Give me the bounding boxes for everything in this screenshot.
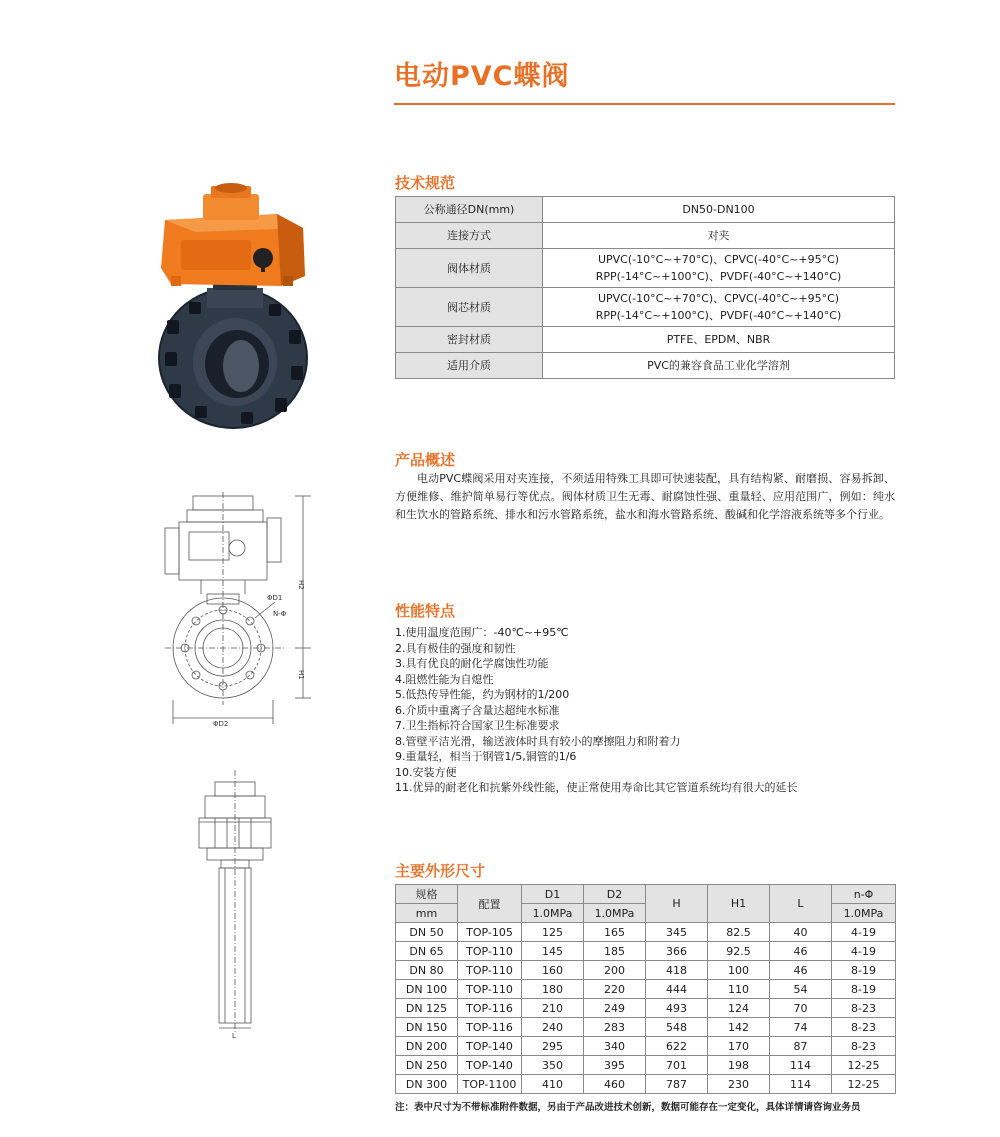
table-cell: 210: [522, 999, 584, 1018]
spec-value-line: RPP(-14°C~+100°C)、PVDF(-40°C~+140°C): [595, 270, 842, 283]
spec-value-line: RPP(-14°C~+100°C)、PVDF(-40°C~+140°C): [595, 309, 842, 322]
spec-label: 密封材质: [396, 327, 543, 353]
table-cell: 8-23: [832, 999, 896, 1018]
header-h1: H1: [708, 885, 770, 923]
table-cell: 54: [770, 980, 832, 999]
table-cell: 145: [522, 942, 584, 961]
table-cell: 110: [708, 980, 770, 999]
spec-row: [396, 288, 895, 327]
table-cell: 70: [770, 999, 832, 1018]
table-cell: 142: [708, 1018, 770, 1037]
table-cell: TOP-105: [458, 923, 522, 942]
spec-value: 对夹: [543, 223, 895, 249]
table-cell: DN 65: [396, 942, 458, 961]
spec-table: [395, 196, 895, 379]
table-cell: 395: [584, 1056, 646, 1075]
spec-label: 适用介质: [396, 353, 543, 379]
table-cell: 82.5: [708, 923, 770, 942]
spec-value: PVC的兼容食品工业化学溶剂: [543, 353, 895, 379]
table-cell: 350: [522, 1056, 584, 1075]
table-cell: 283: [584, 1018, 646, 1037]
table-cell: 180: [522, 980, 584, 999]
drawing-label-d2: ΦD2: [213, 720, 229, 728]
drawing-label-h: H2: [297, 580, 305, 590]
table-cell: 198: [708, 1056, 770, 1075]
feature-item: 5.低热传导性能，约为钢材的1/200: [395, 688, 570, 701]
spec-value: PTFE、EPDM、NBR: [543, 327, 895, 353]
spec-label: 公称通径DN(mm): [396, 197, 543, 223]
table-cell: 12-25: [832, 1075, 896, 1094]
table-cell: 548: [646, 1018, 708, 1037]
table-cell: 185: [584, 942, 646, 961]
spec-value: DN50-DN100: [543, 197, 895, 223]
spec-label: 阀芯材质: [396, 288, 543, 327]
spec-heading: 技术规范: [395, 174, 456, 192]
spec-row: [396, 223, 895, 249]
header-d2: D2: [584, 885, 646, 904]
table-cell: 295: [522, 1037, 584, 1056]
feature-item: 4.阻燃性能为自熄性: [395, 672, 494, 686]
table-cell: 200: [584, 961, 646, 980]
header-n: n-Φ: [832, 885, 896, 904]
header-d1-pressure: 1.0MPa: [522, 904, 584, 923]
table-cell: DN 50: [396, 923, 458, 942]
table-cell: 4-19: [832, 923, 896, 942]
table-row: [396, 942, 896, 961]
feature-item: 2.具有极佳的强度和韧性: [395, 641, 516, 655]
table-row: [396, 1056, 896, 1075]
table-row: [396, 980, 896, 999]
valve-photo: [155, 180, 325, 435]
table-cell: 124: [708, 999, 770, 1018]
table-cell: 8-23: [832, 1018, 896, 1037]
spec-row: [396, 327, 895, 353]
table-row: [396, 961, 896, 980]
table-cell: TOP-110: [458, 980, 522, 999]
header-spec: 规格: [396, 885, 458, 904]
feature-item: 3.具有优良的耐化学腐蚀性功能: [395, 657, 549, 670]
features-heading: 性能特点: [395, 602, 456, 620]
table-row: [396, 1018, 896, 1037]
header-l: L: [770, 885, 832, 923]
header-n-pressure: 1.0MPa: [832, 904, 896, 923]
feature-item: 6.介质中重离子含量达超纯水标准: [395, 703, 560, 717]
table-cell: 460: [584, 1075, 646, 1094]
spec-row: [396, 353, 895, 379]
table-cell: 8-19: [832, 980, 896, 999]
table-cell: 87: [770, 1037, 832, 1056]
table-cell: 40: [770, 923, 832, 942]
table-cell: 165: [584, 923, 646, 942]
table-cell: 12-25: [832, 1056, 896, 1075]
table-cell: TOP-140: [458, 1037, 522, 1056]
table-row: [396, 923, 896, 942]
table-cell: DN 100: [396, 980, 458, 999]
table-cell: 493: [646, 999, 708, 1018]
table-cell: 444: [646, 980, 708, 999]
feature-item: 11.优异的耐老化和抗紫外线性能，使正常使用寿命比其它管道系统均有很大的延长: [395, 781, 798, 794]
table-cell: 114: [770, 1056, 832, 1075]
table-cell: 249: [584, 999, 646, 1018]
spec-label: 连接方式: [396, 223, 543, 249]
header-mm: mm: [396, 904, 458, 923]
table-row: [396, 1075, 896, 1094]
dims-header-row: [396, 885, 896, 904]
side-view-drawing: [185, 770, 285, 1040]
table-cell: 100: [708, 961, 770, 980]
overview-text: 电动PVC蝶阀采用对夹连接，不须适用特殊工具即可快速装配，具有结构紧、耐磨损、容易拆卸、方便维修、维护简单易行等优点。阀体材质卫生无毒、耐腐蚀性强、重量轻、应用范围广，例如：纯水和生饮水的管路系统、排水和污水管路系统，盐水和海水管路系统、酸碱和化学溶液系统等多个行业。: [395, 472, 895, 521]
drawing-label-d1: ΦD1: [267, 594, 283, 602]
table-cell: TOP-116: [458, 999, 522, 1018]
table-cell: 46: [770, 942, 832, 961]
table-cell: TOP-140: [458, 1056, 522, 1075]
spec-value-line: UPVC(-10°C~+70°C)、CPVC(-40°C~+95°C): [597, 253, 840, 266]
title-rule: [394, 103, 895, 105]
header-h: H: [646, 885, 708, 923]
table-cell: 340: [584, 1037, 646, 1056]
spec-value-line: UPVC(-10°C~+70°C)、CPVC(-40°C~+95°C): [597, 292, 840, 305]
table-cell: 8-19: [832, 961, 896, 980]
table-cell: 114: [770, 1075, 832, 1094]
table-cell: 366: [646, 942, 708, 961]
feature-item: 9.重量轻，相当于钢管1/5,铜管的1/6: [395, 750, 577, 763]
table-cell: TOP-110: [458, 942, 522, 961]
front-view-drawing: [155, 490, 325, 735]
table-cell: 230: [708, 1075, 770, 1094]
feature-item: 8.管壁平洁光滑，输送液体时具有较小的摩擦阻力和附着力: [395, 734, 681, 748]
dims-table: [395, 884, 896, 1094]
table-cell: 410: [522, 1075, 584, 1094]
table-cell: 220: [584, 980, 646, 999]
table-cell: 240: [522, 1018, 584, 1037]
spec-value: [543, 288, 895, 327]
table-cell: 787: [646, 1075, 708, 1094]
feature-item: 1.使用温度范围广：-40℃~+95℃: [395, 626, 569, 639]
drawing-label-n: N-Φ: [273, 610, 287, 618]
table-cell: DN 80: [396, 961, 458, 980]
table-cell: 622: [646, 1037, 708, 1056]
table-cell: TOP-110: [458, 961, 522, 980]
table-cell: 46: [770, 961, 832, 980]
spec-row: [396, 197, 895, 223]
footnote: 注：表中尺寸为不带标准附件数据，另由于产品改进技术创新，数据可能存在一定变化，具体详情请咨询业务员: [395, 1102, 861, 1113]
table-cell: 4-19: [832, 942, 896, 961]
dims-heading: 主要外形尺寸: [395, 862, 486, 880]
header-d2-pressure: 1.0MPa: [584, 904, 646, 923]
table-cell: DN 250: [396, 1056, 458, 1075]
table-cell: 345: [646, 923, 708, 942]
spec-value: [543, 249, 895, 288]
table-cell: TOP-1100: [458, 1075, 522, 1094]
feature-item: 10.安装方便: [395, 765, 457, 779]
table-cell: 8-23: [832, 1037, 896, 1056]
table-cell: 418: [646, 961, 708, 980]
table-cell: 125: [522, 923, 584, 942]
table-row: [396, 1037, 896, 1056]
table-cell: 170: [708, 1037, 770, 1056]
overview-heading: 产品概述: [395, 451, 456, 469]
table-cell: 701: [646, 1056, 708, 1075]
header-d1: D1: [522, 885, 584, 904]
header-config: 配置: [458, 885, 522, 923]
spec-label: 阀体材质: [396, 249, 543, 288]
table-cell: DN 300: [396, 1075, 458, 1094]
table-cell: 92.5: [708, 942, 770, 961]
table-cell: 160: [522, 961, 584, 980]
drawing-label-h1: H1: [297, 670, 305, 680]
table-cell: DN 125: [396, 999, 458, 1018]
table-row: [396, 999, 896, 1018]
feature-item: 7.卫生指标符合国家卫生标准要求: [395, 719, 560, 732]
table-cell: 74: [770, 1018, 832, 1037]
drawing-label-l: L: [232, 1032, 236, 1040]
spec-row: [396, 249, 895, 288]
page-title: 电动PVC蝶阀: [394, 61, 570, 92]
table-cell: DN 200: [396, 1037, 458, 1056]
table-cell: TOP-116: [458, 1018, 522, 1037]
features-list: [395, 625, 798, 796]
table-cell: DN 150: [396, 1018, 458, 1037]
